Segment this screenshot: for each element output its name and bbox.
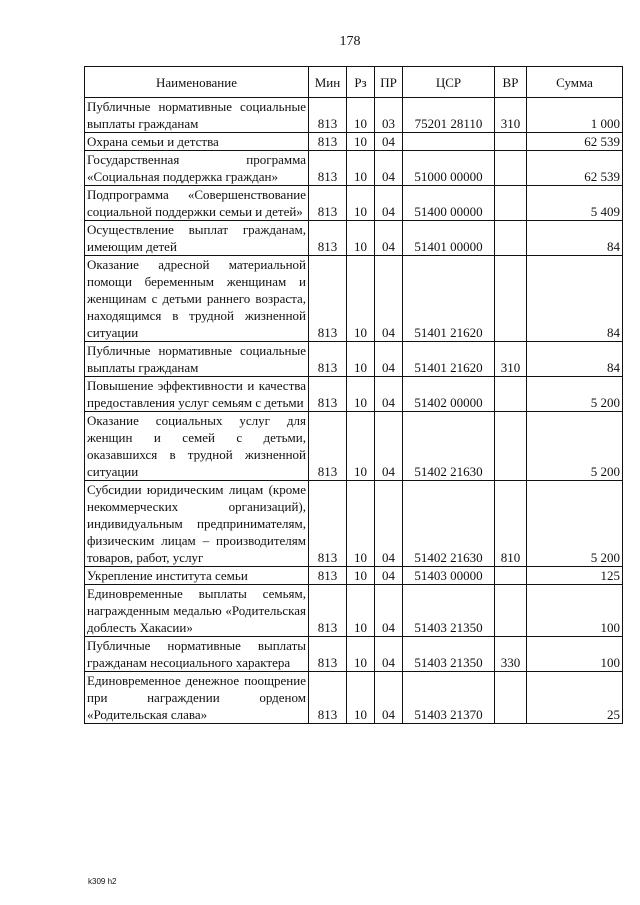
cell-csr: 51401 00000 — [403, 221, 495, 256]
cell-name: Государственная программа «Социальная поддержка граждан» — [85, 151, 309, 186]
cell-csr: 51402 21630 — [403, 412, 495, 481]
cell-vr: 330 — [495, 637, 527, 672]
cell-rz: 10 — [347, 151, 375, 186]
cell-pr: 03 — [375, 98, 403, 133]
cell-vr — [495, 151, 527, 186]
cell-pr: 04 — [375, 256, 403, 342]
cell-csr: 51402 21630 — [403, 481, 495, 567]
cell-sum: 125 — [527, 567, 623, 585]
cell-name: Повышение эффективности и качества предоставления услуг семьям с детьми — [85, 377, 309, 412]
cell-pr: 04 — [375, 567, 403, 585]
header-csr: ЦСР — [403, 67, 495, 98]
cell-rz: 10 — [347, 637, 375, 672]
cell-min: 813 — [309, 481, 347, 567]
cell-vr: 810 — [495, 481, 527, 567]
cell-rz: 10 — [347, 412, 375, 481]
cell-pr: 04 — [375, 412, 403, 481]
cell-csr: 51403 21350 — [403, 637, 495, 672]
cell-rz: 10 — [347, 672, 375, 724]
cell-name: Субсидии юридическим лицам (кроме некоммерческих организаций), индивидуальным предпринимателям, физическим лицам – производителям товаров, работ, услуг — [85, 481, 309, 567]
cell-rz: 10 — [347, 186, 375, 221]
page-number: 178 — [339, 34, 361, 49]
cell-name: Подпрограмма «Совершенствование социальной поддержки семьи и детей» — [85, 186, 309, 221]
cell-csr: 51400 00000 — [403, 186, 495, 221]
cell-name: Публичные нормативные социальные выплаты гражданам — [85, 342, 309, 377]
cell-name: Публичные нормативные выплаты гражданам несоциального характера — [85, 637, 309, 672]
table-row — [85, 342, 623, 377]
cell-vr — [495, 186, 527, 221]
cell-csr — [403, 133, 495, 151]
cell-sum: 100 — [527, 637, 623, 672]
table-row — [85, 256, 623, 342]
table-body — [85, 98, 623, 724]
table-row — [85, 133, 623, 151]
cell-csr: 51403 21370 — [403, 672, 495, 724]
cell-pr: 04 — [375, 672, 403, 724]
cell-name: Оказание социальных услуг для женщин и семей с детьми, оказавшихся в трудной жизненной ситуации — [85, 412, 309, 481]
cell-rz: 10 — [347, 481, 375, 567]
cell-min: 813 — [309, 567, 347, 585]
table-row — [85, 637, 623, 672]
cell-name: Публичные нормативные социальные выплаты гражданам — [85, 98, 309, 133]
header-rz: Рз — [347, 67, 375, 98]
cell-vr — [495, 133, 527, 151]
cell-min: 813 — [309, 151, 347, 186]
cell-min: 813 — [309, 412, 347, 481]
cell-sum: 84 — [527, 342, 623, 377]
cell-name: Единовременные выплаты семьям, награжденным медалью «Родительская доблесть Хакасии» — [85, 585, 309, 637]
cell-sum: 5 409 — [527, 186, 623, 221]
cell-sum: 5 200 — [527, 377, 623, 412]
cell-csr: 51401 21620 — [403, 342, 495, 377]
table-row — [85, 186, 623, 221]
cell-min: 813 — [309, 672, 347, 724]
cell-sum: 100 — [527, 585, 623, 637]
cell-rz: 10 — [347, 221, 375, 256]
cell-csr: 75201 28110 — [403, 98, 495, 133]
cell-vr — [495, 567, 527, 585]
cell-csr: 51403 21350 — [403, 585, 495, 637]
cell-pr: 04 — [375, 481, 403, 567]
header-min: Мин — [309, 67, 347, 98]
cell-min: 813 — [309, 186, 347, 221]
table-row — [85, 567, 623, 585]
cell-pr: 04 — [375, 133, 403, 151]
cell-vr: 310 — [495, 342, 527, 377]
cell-sum: 62 539 — [527, 151, 623, 186]
cell-pr: 04 — [375, 221, 403, 256]
cell-name: Единовременное денежное поощрение при награждении орденом «Родительская слава» — [85, 672, 309, 724]
cell-min: 813 — [309, 377, 347, 412]
cell-name: Охрана семьи и детства — [85, 133, 309, 151]
cell-vr — [495, 412, 527, 481]
cell-vr — [495, 672, 527, 724]
cell-rz: 10 — [347, 342, 375, 377]
table-row — [85, 221, 623, 256]
header-name: Наименование — [85, 67, 309, 98]
cell-pr: 04 — [375, 377, 403, 412]
cell-vr — [495, 377, 527, 412]
cell-rz: 10 — [347, 567, 375, 585]
cell-sum: 62 539 — [527, 133, 623, 151]
table-row — [85, 151, 623, 186]
cell-min: 813 — [309, 342, 347, 377]
cell-min: 813 — [309, 256, 347, 342]
cell-vr — [495, 585, 527, 637]
cell-name: Укрепление института семьи — [85, 567, 309, 585]
cell-sum: 25 — [527, 672, 623, 724]
cell-min: 813 — [309, 98, 347, 133]
table-header-row — [85, 67, 623, 98]
cell-min: 813 — [309, 585, 347, 637]
cell-rz: 10 — [347, 256, 375, 342]
table-row — [85, 585, 623, 637]
cell-vr — [495, 221, 527, 256]
cell-sum: 84 — [527, 256, 623, 342]
cell-pr: 04 — [375, 151, 403, 186]
cell-vr — [495, 256, 527, 342]
cell-csr: 51401 21620 — [403, 256, 495, 342]
header-pr: ПР — [375, 67, 403, 98]
cell-min: 813 — [309, 133, 347, 151]
cell-pr: 04 — [375, 186, 403, 221]
cell-pr: 04 — [375, 637, 403, 672]
header-vr: ВР — [495, 67, 527, 98]
budget-table — [84, 66, 623, 724]
cell-rz: 10 — [347, 98, 375, 133]
cell-sum: 1 000 — [527, 98, 623, 133]
header-sum: Сумма — [527, 67, 623, 98]
table-row — [85, 672, 623, 724]
cell-vr: 310 — [495, 98, 527, 133]
cell-csr: 51402 00000 — [403, 377, 495, 412]
cell-rz: 10 — [347, 585, 375, 637]
table-row — [85, 481, 623, 567]
table-row — [85, 98, 623, 133]
cell-pr: 04 — [375, 342, 403, 377]
table-row — [85, 377, 623, 412]
cell-rz: 10 — [347, 377, 375, 412]
cell-min: 813 — [309, 637, 347, 672]
cell-csr: 51000 00000 — [403, 151, 495, 186]
cell-sum: 84 — [527, 221, 623, 256]
cell-name: Осуществление выплат гражданам, имеющим детей — [85, 221, 309, 256]
cell-sum: 5 200 — [527, 412, 623, 481]
footer-code: k309 h2 — [88, 877, 117, 886]
cell-rz: 10 — [347, 133, 375, 151]
table-row — [85, 412, 623, 481]
cell-csr: 51403 00000 — [403, 567, 495, 585]
cell-sum: 5 200 — [527, 481, 623, 567]
cell-name: Оказание адресной материальной помощи беременным женщинам и женщинам с детьми раннего возраста, находящимся в трудной жизненной ситуации — [85, 256, 309, 342]
cell-min: 813 — [309, 221, 347, 256]
cell-pr: 04 — [375, 585, 403, 637]
